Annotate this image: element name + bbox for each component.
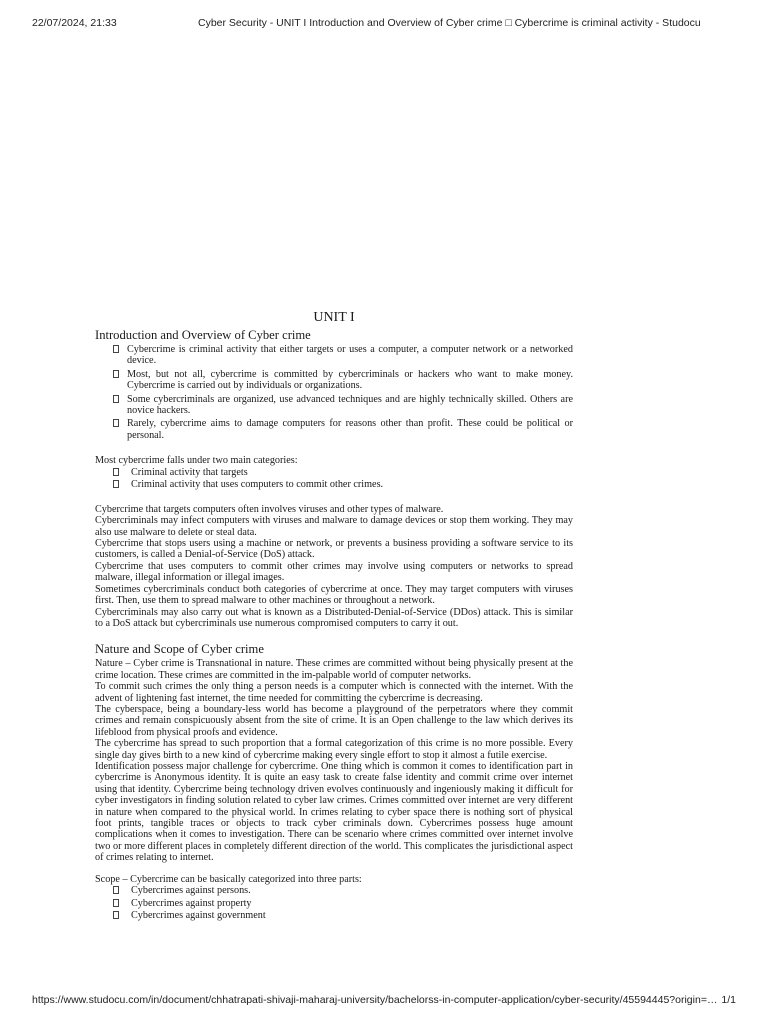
paragraph: Cybercriminals may also carry out what is known as a Distributed-Denial-of-Service (DDos) attack. This is similar to a DoS attack but cybercriminals use numerous compromised computers to carry it out. — [95, 606, 573, 629]
list-item: Criminal activity that uses computers to commit other crimes. — [95, 479, 573, 490]
paragraph: Cybercrime that stops users using a machine or network, or prevents a business providing a software service to its customers, is called a Denial-of-Service (DoS) attack. — [95, 538, 573, 561]
spacer — [95, 492, 573, 504]
list-item: Most, but not all, cybercrime is committed by cybercriminals or hackers who want to make money. Cybercrime is carried out by individuals or organizations. — [95, 369, 573, 392]
print-footer — [0, 994, 768, 1008]
unit-title: UNIT I — [313, 310, 355, 325]
print-datetime: 22/07/2024, 21:33 — [32, 17, 117, 29]
paragraph: The cyberspace, being a boundary-less world has become a playground of the perpetrators where they commit crimes and remain conspicuously absent from the site of crime. It is an Open challenge to the law which derives its lifeblood from physical proofs and evidence. — [95, 703, 573, 738]
list-item: Criminal activity that targets — [95, 467, 573, 478]
list-item: Some cybercriminals are organized, use advanced techniques and are highly technically skilled. Others are novice hackers. — [95, 394, 573, 417]
list-item: Cybercrimes against government — [95, 910, 573, 921]
scope-list — [95, 885, 573, 922]
section-heading-nature: Nature and Scope of Cyber crime — [95, 642, 264, 657]
list-item: Cybercrimes against persons. — [95, 885, 573, 896]
paragraph: To commit such crimes the only thing a person needs is a computer which is connected with the internet. With the advent of lightening fast internet, the time needed for committing the cybercrime is decreasing. — [95, 681, 573, 704]
print-page-title: Cyber Security - UNIT I Introduction and Overview of Cyber crime □ Cybercrime is criminal activity - Studocu — [198, 17, 701, 29]
list-item: Cybercrimes against property — [95, 898, 573, 909]
paragraph: Cybercrime that uses computers to commit other crimes may involve using computers or networks to spread malware, illegal information or illegal images. — [95, 560, 573, 584]
spacer — [95, 443, 573, 455]
intro-bullet-list — [95, 344, 573, 441]
paragraph: Cybercrime that targets computers often involves viruses and other types of malware. — [95, 503, 444, 515]
list-item: Rarely, cybercrime aims to damage computers for reasons other than profit. These could be political or personal. — [95, 418, 573, 441]
page-number: 1/1 — [721, 994, 736, 1006]
print-header — [0, 17, 768, 31]
paragraph: The cybercrime has spread to such proportion that a formal categorization of this crime is no more possible. Every single day gives birth to a new kind of cybercrime making every single effort to stop it almost a futile exercise. — [95, 738, 573, 761]
paragraph: Sometimes cybercriminals conduct both categories of cybercrime at once. They may target computers with viruses first. Then, use them to spread malware to other machines or throughout a network. — [95, 583, 573, 607]
print-url: https://www.studocu.com/in/document/chhatrapati-shivaji-maharaj-university/bachelorss-in-computer-application/cyber-security/45594445?origin=… — [32, 994, 718, 1006]
paragraph: Nature – Cyber crime is Transnational in nature. These crimes are committed without being physically present at the crime location. These crimes are committed in the im-palpable world of computer networks. — [95, 658, 573, 681]
paragraph: Cybercriminals may infect computers with viruses and malware to damage devices or stop them working. They may also use malware to delete or steal data. — [95, 515, 573, 538]
section-heading-intro: Introduction and Overview of Cyber crime — [95, 328, 311, 342]
document-body — [95, 310, 573, 923]
paragraph: Identification possess major challenge for cybercrime. One thing which is common it comes to identification part in cybercrime is Anonymous identity. It is quite an easy task to create false identity and commit crime over internet using that identity. Cybercrime being technology driven evolves continuously and ingeniously making it difficult for cyber investigators in finding solution related to cyber law crimes. Crimes committed over internet are very different in nature when compared to the physical world. In crimes relating to cyber space there is nothing sort of physical foot prints, tangible traces or objects to track cyber criminals down. Cybercrimes possess huge amount complications when it comes to investigation. There can be scenario where crimes committed over internet involve two or more different places in completely different direction of the world. This complicates the jurisdictional aspect of crimes relating to internet. — [95, 760, 573, 864]
list-item: Cybercrime is criminal activity that either targets or uses a computer, a computer network or a networked device. — [95, 344, 573, 367]
scope-intro: Scope – Cybercrime can be basically categorized into three parts: — [95, 873, 362, 885]
categories-intro: Most cybercrime falls under two main categories: — [95, 455, 298, 467]
spacer — [95, 864, 573, 874]
categories-list — [95, 467, 573, 491]
